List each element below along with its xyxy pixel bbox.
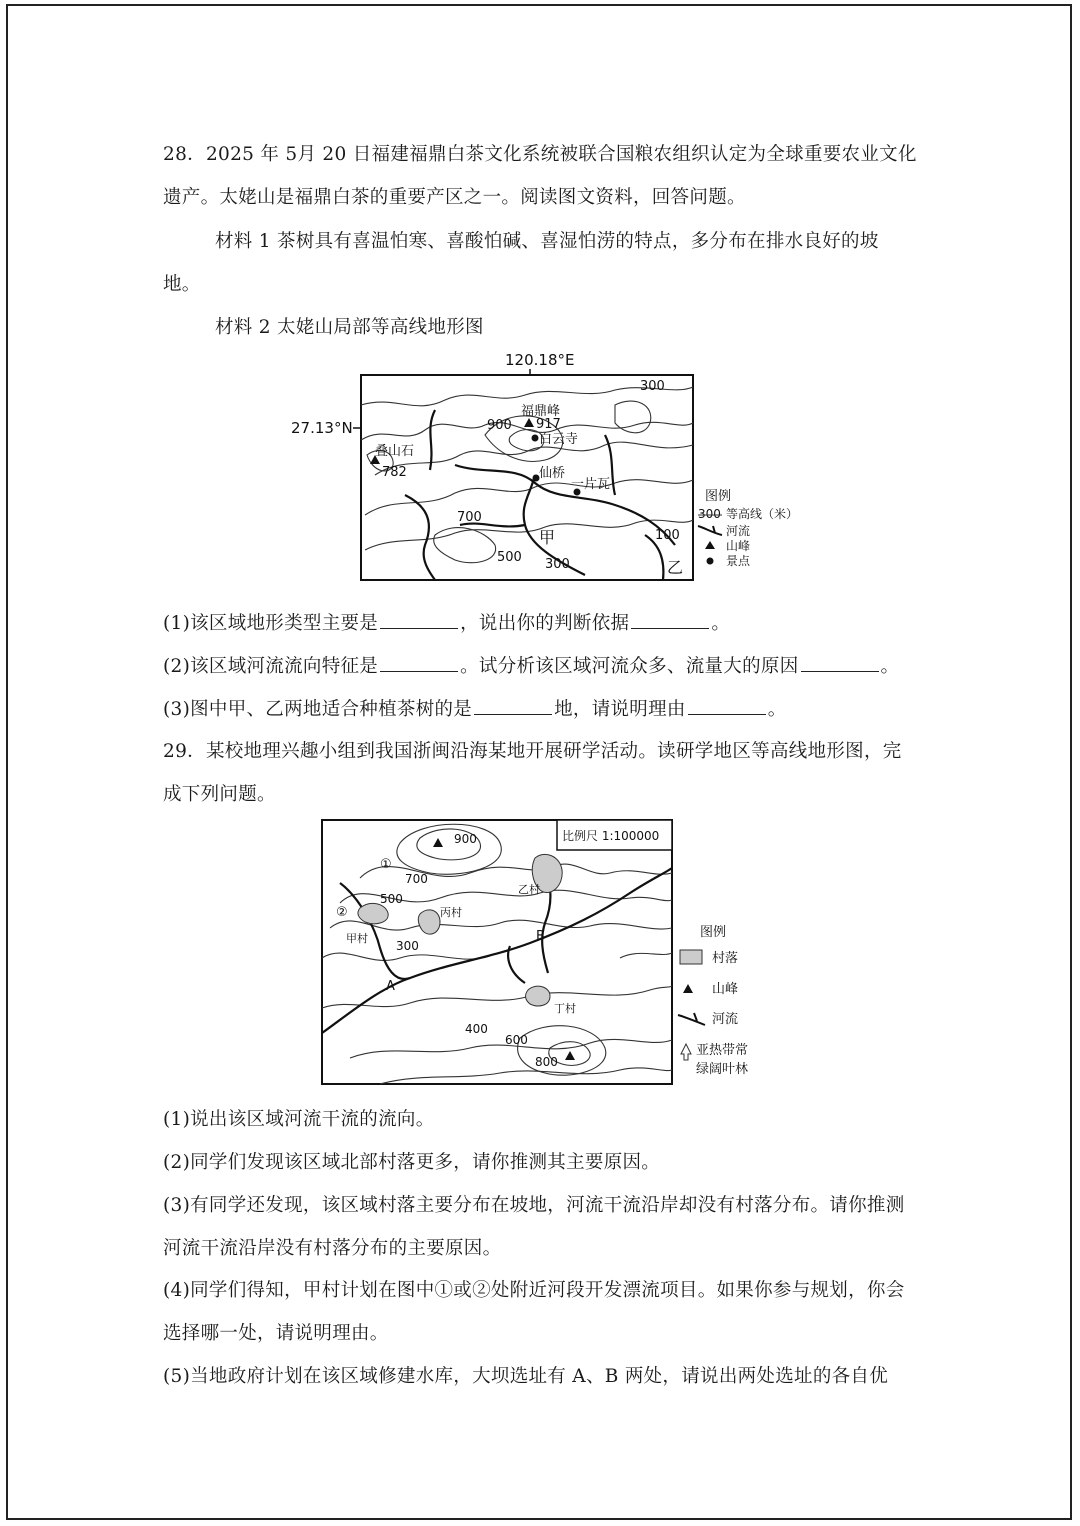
map2-dingcun: 丁村 bbox=[554, 1002, 576, 1015]
map2-scale: 比例尺 1:100000 bbox=[562, 829, 660, 843]
q28-sub3 bbox=[163, 695, 787, 721]
map1-legend-river: 河流 bbox=[726, 524, 751, 538]
q28-sub1-text2: ，说出你的判断依据 bbox=[460, 613, 630, 634]
q29-sub2: (2)同学们发现该区域北部村落更多，请你推测其主要原因。 bbox=[163, 1152, 661, 1173]
map1-c300a: 300 bbox=[640, 379, 665, 394]
map1-spot-icon bbox=[532, 435, 539, 442]
map2-village-ding bbox=[526, 986, 550, 1006]
map1-dieshan: 叠山石 bbox=[375, 444, 415, 459]
map1-lon: 120.18°E bbox=[505, 351, 575, 369]
q28-material2: 材料 2 太姥山局部等高线地形图 bbox=[215, 317, 484, 338]
map1-dieshan-elev: 782 bbox=[382, 465, 407, 480]
map2-jiacun: 甲村 bbox=[346, 932, 368, 945]
map1-legend-spot-icon bbox=[707, 558, 714, 565]
map2-c300: 300 bbox=[396, 939, 419, 953]
q28-sub1-blank1[interactable] bbox=[380, 612, 458, 629]
map1-xianjiao: 仙桥 bbox=[539, 466, 566, 481]
map1-c700: 700 bbox=[457, 510, 482, 525]
q28-material1-cont: 地。 bbox=[163, 274, 201, 295]
map1-legend-contour-num: 300 bbox=[698, 507, 721, 521]
map2-legend-village: 村落 bbox=[712, 951, 739, 966]
map1-c100: 100 bbox=[655, 528, 680, 543]
map2-legend-peak-icon bbox=[683, 984, 693, 993]
map1-legend-peak-icon bbox=[705, 541, 715, 549]
map2-legend-forest-a: 亚热带常 bbox=[696, 1043, 749, 1058]
q29-line2: 成下列问题。 bbox=[163, 784, 276, 805]
map2-legend-forest-b: 绿阔叶林 bbox=[696, 1062, 749, 1077]
map1-c500: 500 bbox=[497, 550, 522, 565]
map1-legend-contour: 等高线（米） bbox=[726, 507, 799, 521]
q28-sub1-text: (1)该区域地形类型主要是 bbox=[163, 613, 379, 634]
map2-c500: 500 bbox=[380, 892, 403, 906]
map1-legend-peak: 山峰 bbox=[726, 539, 751, 553]
q28-sub3-blank2[interactable] bbox=[688, 698, 766, 715]
q28-material1: 材料 1 茶树具有喜温怕寒、喜酸怕碱、喜湿怕涝的特点，多分布在排水良好的坡 bbox=[215, 231, 879, 252]
map2-legend-village-icon bbox=[680, 950, 702, 964]
study-area-contour-map bbox=[320, 818, 780, 1086]
map1-yipianwa: 一片瓦 bbox=[571, 477, 611, 492]
map2-B: B bbox=[536, 929, 545, 944]
map2-marker2: ② bbox=[336, 905, 348, 920]
map1-legend-river-icon bbox=[698, 526, 722, 535]
q28-sub2-text2: 。试分析该区域河流众多、流量大的原因 bbox=[460, 656, 799, 677]
q28-line1: 28．2025 年 5月 20 日福建福鼎白茶文化系统被联合国粮农组织认定为全球重要农业文化 bbox=[163, 144, 917, 165]
map2-c700: 700 bbox=[405, 872, 428, 886]
map1-yi: 乙 bbox=[667, 558, 684, 577]
q29-line1: 29．某校地理兴趣小组到我国浙闽沿海某地开展研学活动。读研学地区等高线地形图，完 bbox=[163, 741, 902, 762]
map2-yicun: 乙村 bbox=[518, 883, 540, 896]
q28-sub3-blank1[interactable] bbox=[474, 698, 552, 715]
q28-sub2-text: (2)该区域河流流向特征是 bbox=[163, 656, 379, 677]
map2-village-jia bbox=[358, 903, 388, 923]
map2-c600: 600 bbox=[505, 1033, 528, 1047]
taimu-contour-map bbox=[285, 345, 805, 590]
q29-sub4: (4)同学们得知，甲村计划在图中①或②处附近河段开发漂流项目。如果你参与规划，你会 bbox=[163, 1280, 905, 1301]
map2-legend-river: 河流 bbox=[712, 1012, 739, 1027]
q28-sub3-text: (3)图中甲、乙两地适合种植茶树的是 bbox=[163, 699, 473, 720]
map2-bingcun: 丙村 bbox=[440, 906, 462, 919]
q28-sub2 bbox=[163, 652, 899, 678]
q29-sub1: (1)说出该区域河流干流的流向。 bbox=[163, 1109, 435, 1130]
q28-sub2-blank1[interactable] bbox=[380, 655, 458, 672]
map2-c400: 400 bbox=[465, 1022, 488, 1036]
map1-c300b: 300 bbox=[545, 557, 570, 572]
map1-legend-spot: 景点 bbox=[726, 554, 751, 568]
q28-sub2-end: 。 bbox=[880, 656, 900, 677]
q28-sub3-text2: 地，请说明理由 bbox=[554, 699, 686, 720]
map2-legend-title: 图例 bbox=[700, 925, 727, 940]
map1-jia: 甲 bbox=[539, 528, 556, 547]
map2-c800: 800 bbox=[535, 1055, 558, 1069]
q28-sub3-end: 。 bbox=[767, 699, 787, 720]
map1-peak-main: 福鼎峰 bbox=[521, 404, 561, 419]
q28-sub1-end: 。 bbox=[711, 613, 731, 634]
map1-peak-elev: 917 bbox=[536, 417, 561, 432]
q29-sub3-cont: 河流干流沿岸没有村落分布的主要原因。 bbox=[163, 1238, 502, 1259]
map2-c900: 900 bbox=[454, 832, 477, 846]
q29-sub3: (3)有同学还发现，该区域村落主要分布在坡地，河流干流沿岸却没有村落分布。请你推测 bbox=[163, 1195, 905, 1216]
q29-sub5: (5)当地政府计划在该区域修建水库，大坝选址有 A、B 两处，请说出两处选址的各自优 bbox=[163, 1366, 889, 1387]
q28-sub1 bbox=[163, 609, 730, 635]
map1-baiyun: 白云寺 bbox=[539, 432, 579, 447]
map2-legend-forest-icon bbox=[681, 1044, 691, 1060]
q28-line2: 遗产。太姥山是福鼎白茶的重要产区之一。阅读图文资料，回答问题。 bbox=[163, 187, 746, 208]
map1-lat: 27.13°N bbox=[291, 419, 353, 437]
map2-A: A bbox=[386, 979, 395, 994]
map2-legend-peak: 山峰 bbox=[712, 982, 739, 997]
q29-sub4-cont: 选择哪一处，请说明理由。 bbox=[163, 1323, 389, 1344]
q28-sub1-blank2[interactable] bbox=[631, 612, 709, 629]
map1-legend-title: 图例 bbox=[705, 489, 732, 504]
map1-c900: 900 bbox=[487, 418, 512, 433]
map2-marker1: ① bbox=[380, 857, 392, 872]
map2-legend-river-icon bbox=[678, 1013, 705, 1025]
q28-sub2-blank2[interactable] bbox=[801, 655, 879, 672]
